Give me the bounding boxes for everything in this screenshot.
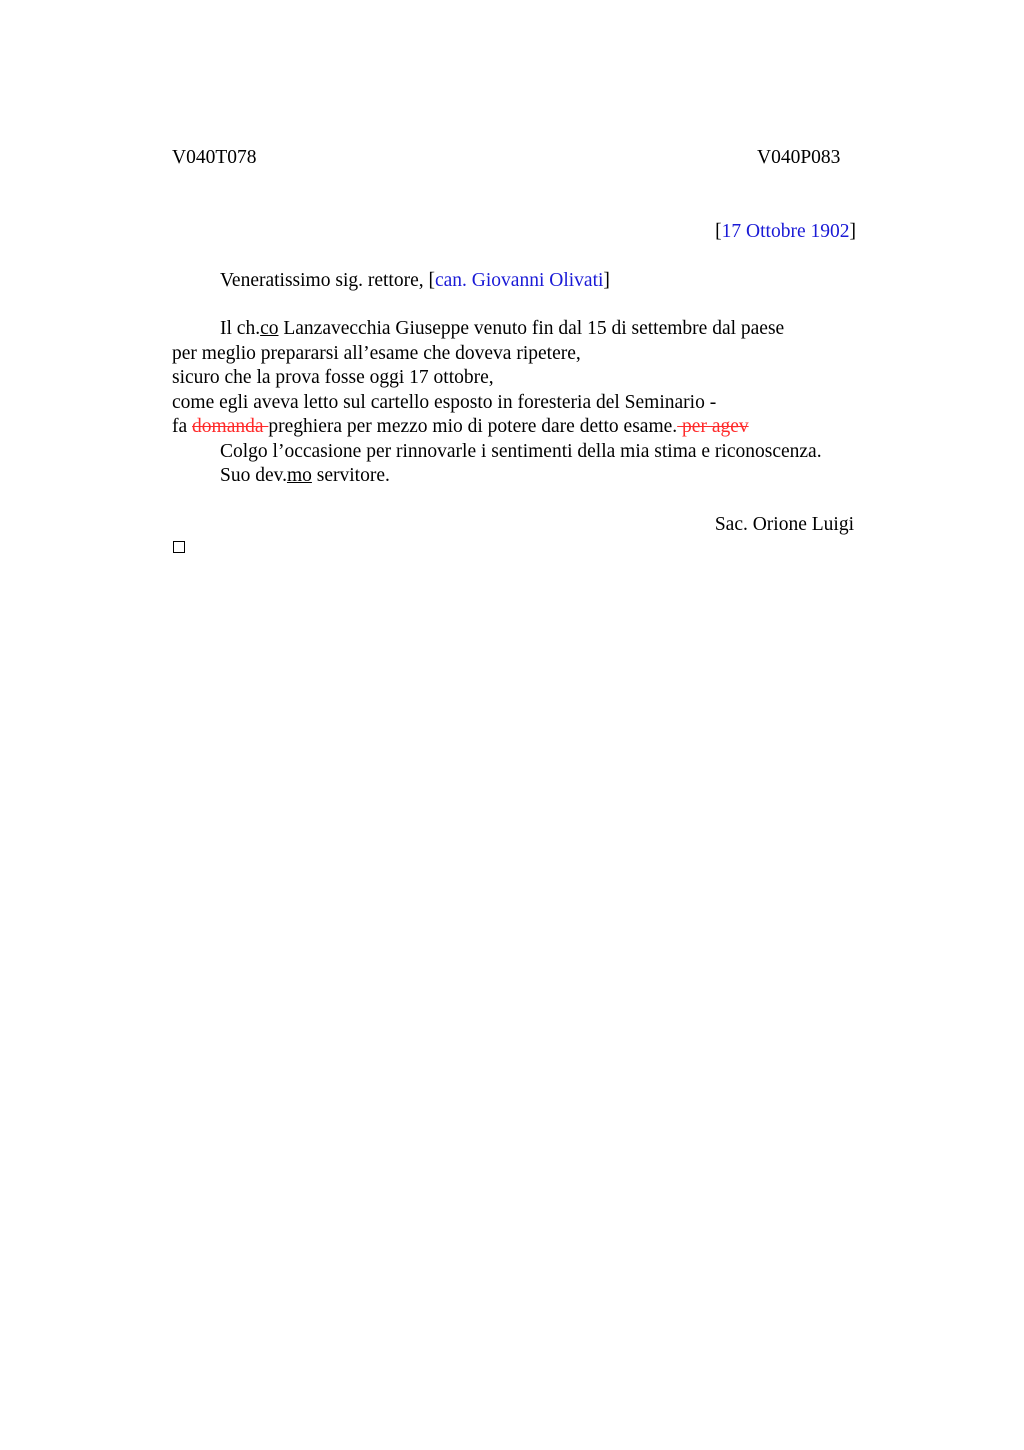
recipient-name: can. Giovanni Olivati xyxy=(435,270,604,291)
body-line-1-end: Lanzavecchia Giuseppe venuto fin dal 15 di settembre dal paese xyxy=(278,318,785,339)
salutation xyxy=(220,269,610,294)
body-line-2: per meglio prepararsi all’esame che doveva ripetere, xyxy=(172,342,581,364)
deleted-text-per-agev: per agev xyxy=(677,416,749,437)
date-open-bracket: [ xyxy=(715,221,722,242)
recipient-close-bracket: ] xyxy=(603,270,610,291)
date-close-bracket: ] xyxy=(849,221,856,242)
abbreviation-co: co xyxy=(260,318,279,339)
body-line-1 xyxy=(172,317,872,342)
letter-date xyxy=(715,220,856,245)
body-line-5-start: fa xyxy=(172,416,193,437)
signature: Sac. Orione Luigi xyxy=(714,514,854,535)
body-line-7 xyxy=(172,464,872,489)
document-code-right: V040P083 xyxy=(757,147,841,168)
date-text: 17 Ottobre 1902 xyxy=(721,221,850,242)
square-outline-icon xyxy=(173,541,185,553)
document-code-left: V040T078 xyxy=(172,147,257,168)
body-line-3: sicuro che la prova fosse oggi 17 ottobre, xyxy=(172,367,494,388)
abbreviation-mo: mo xyxy=(286,465,312,486)
salutation-text: Veneratissimo sig. rettore, xyxy=(220,270,429,291)
body-line-5-middle: preghiera per mezzo mio di potere dare detto esame. xyxy=(268,416,678,437)
body-line-7-start: Suo dev. xyxy=(220,465,287,486)
body-line-1-start: Il ch. xyxy=(220,318,261,339)
recipient-open-bracket: [ xyxy=(428,270,435,291)
deleted-word-domanda: domanda xyxy=(192,416,269,437)
letter-body xyxy=(172,317,872,489)
body-line-5 xyxy=(172,415,872,440)
body-line-7-end: servitore. xyxy=(311,465,390,486)
body-line-4: come egli aveva letto sul cartello esposto in foresteria del Seminario - xyxy=(172,391,717,413)
body-line-6: Colgo l’occasione per rinnovarle i sentimenti della mia stima e riconoscenza. xyxy=(220,440,822,462)
